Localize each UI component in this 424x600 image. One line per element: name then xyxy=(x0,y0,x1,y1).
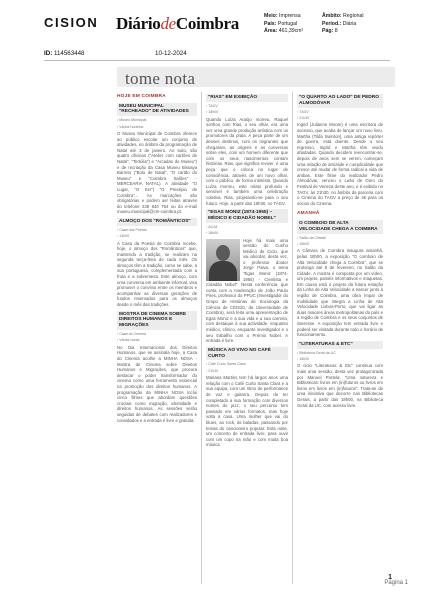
meta-block-left xyxy=(264,13,303,36)
article-time: ▪ Vários horários xyxy=(117,125,197,129)
pais-value: Portugal xyxy=(277,20,298,27)
meio-value: Imprensa xyxy=(279,13,301,19)
article-heading: "EGAS MONIZ (1874-1955) – MÉDICO E CIDADÃO NOBEL" xyxy=(206,209,288,223)
meio-label: Meio: xyxy=(264,13,278,19)
article-location: ▪ Biblioteca Geral da UC xyxy=(297,351,383,355)
column-divider xyxy=(201,92,202,584)
article-heading: MUSEU MUNICIPAL "RECHEADO" DE ATIVIDADES xyxy=(117,103,197,117)
ambito-value: Regional xyxy=(343,13,364,19)
document-id xyxy=(44,50,85,57)
section-banner-title: tome nota xyxy=(125,69,196,88)
article-time: ▪ 21h30 xyxy=(206,369,288,373)
page-number: 1 xyxy=(388,574,392,581)
article-time: ▪ 18h00 xyxy=(206,231,288,235)
article-location: ▪ Casa dos Poetas xyxy=(117,228,197,232)
id-label: ID: xyxy=(44,50,53,57)
section-heading-tomorrow: AMANHÃ xyxy=(297,211,320,217)
article-heading: "O QUARTO AO LADO" DE PEDRO ALMODÓVAR xyxy=(297,94,383,108)
article-heading: "RIAS" EM EXIBIÇÃO xyxy=(206,94,288,102)
article-body: O ciclo "Literaturas & Etc" continua com mais uma sessão, desta vez protagonizada por Manuel Portela: "Uma natureza e Bibliotecas: livros em (in)futuros ou livros em livros em livros em (in)futuros". Trata-se de uma iniciativa que decorre nas Bibliotecas Gerais, a partir das 18h00, na Biblioteca Geral da UC, com acesso livre. xyxy=(297,363,383,408)
ambito-label: Âmbito: xyxy=(322,13,342,19)
article-body: Quando Luíza Araújo morreu, Raquel sonhou com Rias, o seu olhar, era uma vez uma grande produção artística com os promotores da praia. A peça parte de um desses destinos, com os migrantes que chegaram, as origens e as conversas sobre eles, com um homem diferente que com os seus nascimentos contam histórias. Rias, que significa reviver, é uma peça que o coloca no lugar de consciência, através de um novo olhar, com o público, de forma intimista. Quando Luíza morreu, este relato profundo e sensível é também uma celebração coletiva. Rias, projetando-se para o seu futuro. Hoje, a partir das 18h30, no TAGV. xyxy=(206,116,288,206)
article-body: Ingrid (Julianne Moore) é uma escritora de sucesso, que acaba de lançar um novo livro. Martha (Tilda Swinton), uma antiga repórter de guerra, está doente. Desde o seu regresso, Ingrid e Martha têm vivido afastadas. Quando decidem reencontrar-se, depois de anos sem se verem, começam uma relação de amizade e cumplicidade que cresce até mudar de forma radical a vida de ambas. Este filme do realizador Pedro Almodóvar, venceu o Leão de Ouro do Festival de Veneza deste ano, e é exibido no TAGV, às 21h30, no âmbito da parceria com o Cinema do TAGV a preço de 4€ para os sócios do Cinema. xyxy=(297,122,383,206)
brand-part-2: de xyxy=(160,14,176,33)
portrait-bust xyxy=(209,261,237,281)
article-time: ▪ 18h00 xyxy=(297,357,383,361)
article-body: Hoje há mais uma sessão do Cunho Médico de Ciclo, que vai abordar, desta vez, o professor doutor Jorge Paiva, o tema "Egas Moniz (1874-1955) - Cientista e Cidadão Nobel". Nesta conferência, que conta com a moderação de João Paulo Pires, professor do PPUC (Investigador do Grupo de Histórias de Sociologia da Ciência de CEIS20, da Universidade de Coimbra), será feita uma apresentação de Egas Moniz e a sua vida e a sua carreira, com destaque à sua actividade, enquanto médico, clínico, enquanto investigador e o seu trabalho com o Prémio Nobel. A entrada é livre. xyxy=(206,237,288,344)
article-heading: MÚSICA AO VIVO NO CAFÉ CURTO xyxy=(206,347,288,361)
column-3 xyxy=(297,94,383,411)
article-location: ▪ Museu Municipal xyxy=(117,118,197,122)
article-body: A Câmara de Coimbra inaugura amanhã, pelas 18h00, a exposição "O comboio de Alta Velocidade chega a Coimbra", que se prolonga até 8 de fevereiro, no Salão da Cidade. A mostra é composta por um vídeo, um projeto, painéis informativos e maquetas. Em causa está o projeto da futura estação da Linha de Alta Velocidade a nascer junto à região de Coimbra, uma obra ímpar de mobilidade que integra a Linha de Alta Velocidade Lisboa-Porto, que vai ligar as duas maiores áreas metropolitanas do país e a região de Coimbra e os seus conjuntos de interesse. A exposição tem entrada livre e poderá ser visitada durante todo o horário de funcionamento. xyxy=(297,248,383,338)
header-divider xyxy=(44,60,390,61)
article-body: A Casa da Poesia de Coimbra recebe, hoje, o almoço dos "Românticos" que, mantendo a tradição, se realizam na segunda terça-feira de cada mês. Os almoços têm a tradição, como se sabe, a sua portuguesa, complementada com a fruta e a sobremesa. Este almoço, com uma conversa em ambiente informal, visa promover o convívio entre os membros e acompanhar as diversas gerações de fundos reservados para os almoços desde o mês das tradições. xyxy=(117,240,197,308)
section-heading-today: HOJE EM COIMBRA xyxy=(117,94,166,99)
pais-label: País: xyxy=(264,20,277,27)
article-time: ▪ 13h00 xyxy=(117,234,197,238)
article-time: ▪ Várias horas xyxy=(117,338,197,342)
egas-moniz-portrait xyxy=(206,239,240,281)
brand-part-3: Coimbra xyxy=(175,14,239,33)
article-time: ▪ 21h30 xyxy=(297,116,383,120)
article-location: ▪ AC/M xyxy=(206,225,288,229)
pag-label: Pág: xyxy=(322,28,334,35)
article-body: O Museu Municipal de Coimbra oferece ao público escolar um conjunto de atividades, no âmbito da programação de Natal até 3 de janeiro. Ao todo, são quatro oficinas ("Atelier com cartões de Natal", "Tertúlia") e "Arcadas do Museu") e de recriação da Casa Museu Bissaya Barreto ("Bolo de Natal", "O cartão do Museu" e "Coimbra Salões" - MERCEARIA NATAL). A atividade "O Lugar, "O Ser") "O Presépio de Coimbra"... As marcações são obrigatórias e podem ser feitas através do telefone 239 840 754 ou do e-mail museu.municipal@cm-coimbra.pt. xyxy=(117,131,197,215)
article-location: ▪ Casa do Cinema xyxy=(117,332,197,336)
article-time: ▪ 18h00 xyxy=(206,110,288,114)
pag-value: 8 xyxy=(334,28,338,35)
area-label: Área: xyxy=(264,28,278,35)
periodo-label: Period.: xyxy=(322,20,342,27)
periodo-value: Diária xyxy=(342,20,357,27)
article-heading: "LITERATURAS & ETC" xyxy=(297,341,383,349)
page-footer-label: Página 1 xyxy=(384,580,408,586)
article-heading: O COMBOIO DE ALTA VELOCIDADE CHEGA A COIMBRA xyxy=(297,220,383,234)
meta-block-right xyxy=(322,13,364,36)
article-location: ▪ TAGV xyxy=(297,110,383,114)
column-1 xyxy=(117,94,197,426)
column-divider xyxy=(292,92,293,584)
article-time: ▪ 18h00 xyxy=(297,242,383,246)
column-2 xyxy=(206,94,288,451)
area-value: 461,39cm² xyxy=(278,28,304,35)
portrait-head xyxy=(216,245,230,261)
article-heading: MOSTRA DE CINEMA SOBRE DIREITOS HUMANOS E MIGRAÇÕES xyxy=(117,311,197,330)
article-heading: ALMOÇO DOS "ROMÂNTICOS" xyxy=(117,218,197,226)
brand-part-1: Diário xyxy=(116,14,161,33)
id-value: 114563448 xyxy=(53,50,85,57)
article-location: ▪ Café Curto Santa Clara xyxy=(206,362,288,366)
document-date: 10-12-2024 xyxy=(155,50,187,57)
agency-logo: CISION xyxy=(44,15,99,30)
article-location: ▪ Salão da Cidade xyxy=(297,236,383,240)
newspaper-logo xyxy=(116,14,239,34)
article-location: ▪ TAGV xyxy=(206,104,288,108)
article-body: Mariana Martins tem há largos anos uma relação com o Café Curto Santa Clara e a sua equipa, com um ritmo de performance de voz e guitarra. Depois de ter completado a sua formação com diversos nomes do jazz, o seu percurso tem passado em vários formatos, mas hoje volta a casa. Uma mulher que vai do blues, ao rock, às baladas, passando por temas do cancioneiro popular. Esta noite, um concerto de entrada livre, para ouvir com um copo na mão e com muita boa música. xyxy=(206,375,288,448)
article-body: No Dia Internacional dos Direitos Humanos, que se assinala hoje, a Casa do Cinema acolhe a MINHA NOSA - Mostra de Cinema sobre Direitos Humanos e Migrações, que procura destacar o poder transformador do cinema como uma ferramenta essencial na promoção dos direitos humanos. A programação da MINHA NOSA inclui cinco filmes que abordam questões cruciais como migração, identidade e direitos humanos. As sessões serão seguidas de debates com realizadores e convidados e a entrada é livre e gratuita. xyxy=(117,344,197,423)
